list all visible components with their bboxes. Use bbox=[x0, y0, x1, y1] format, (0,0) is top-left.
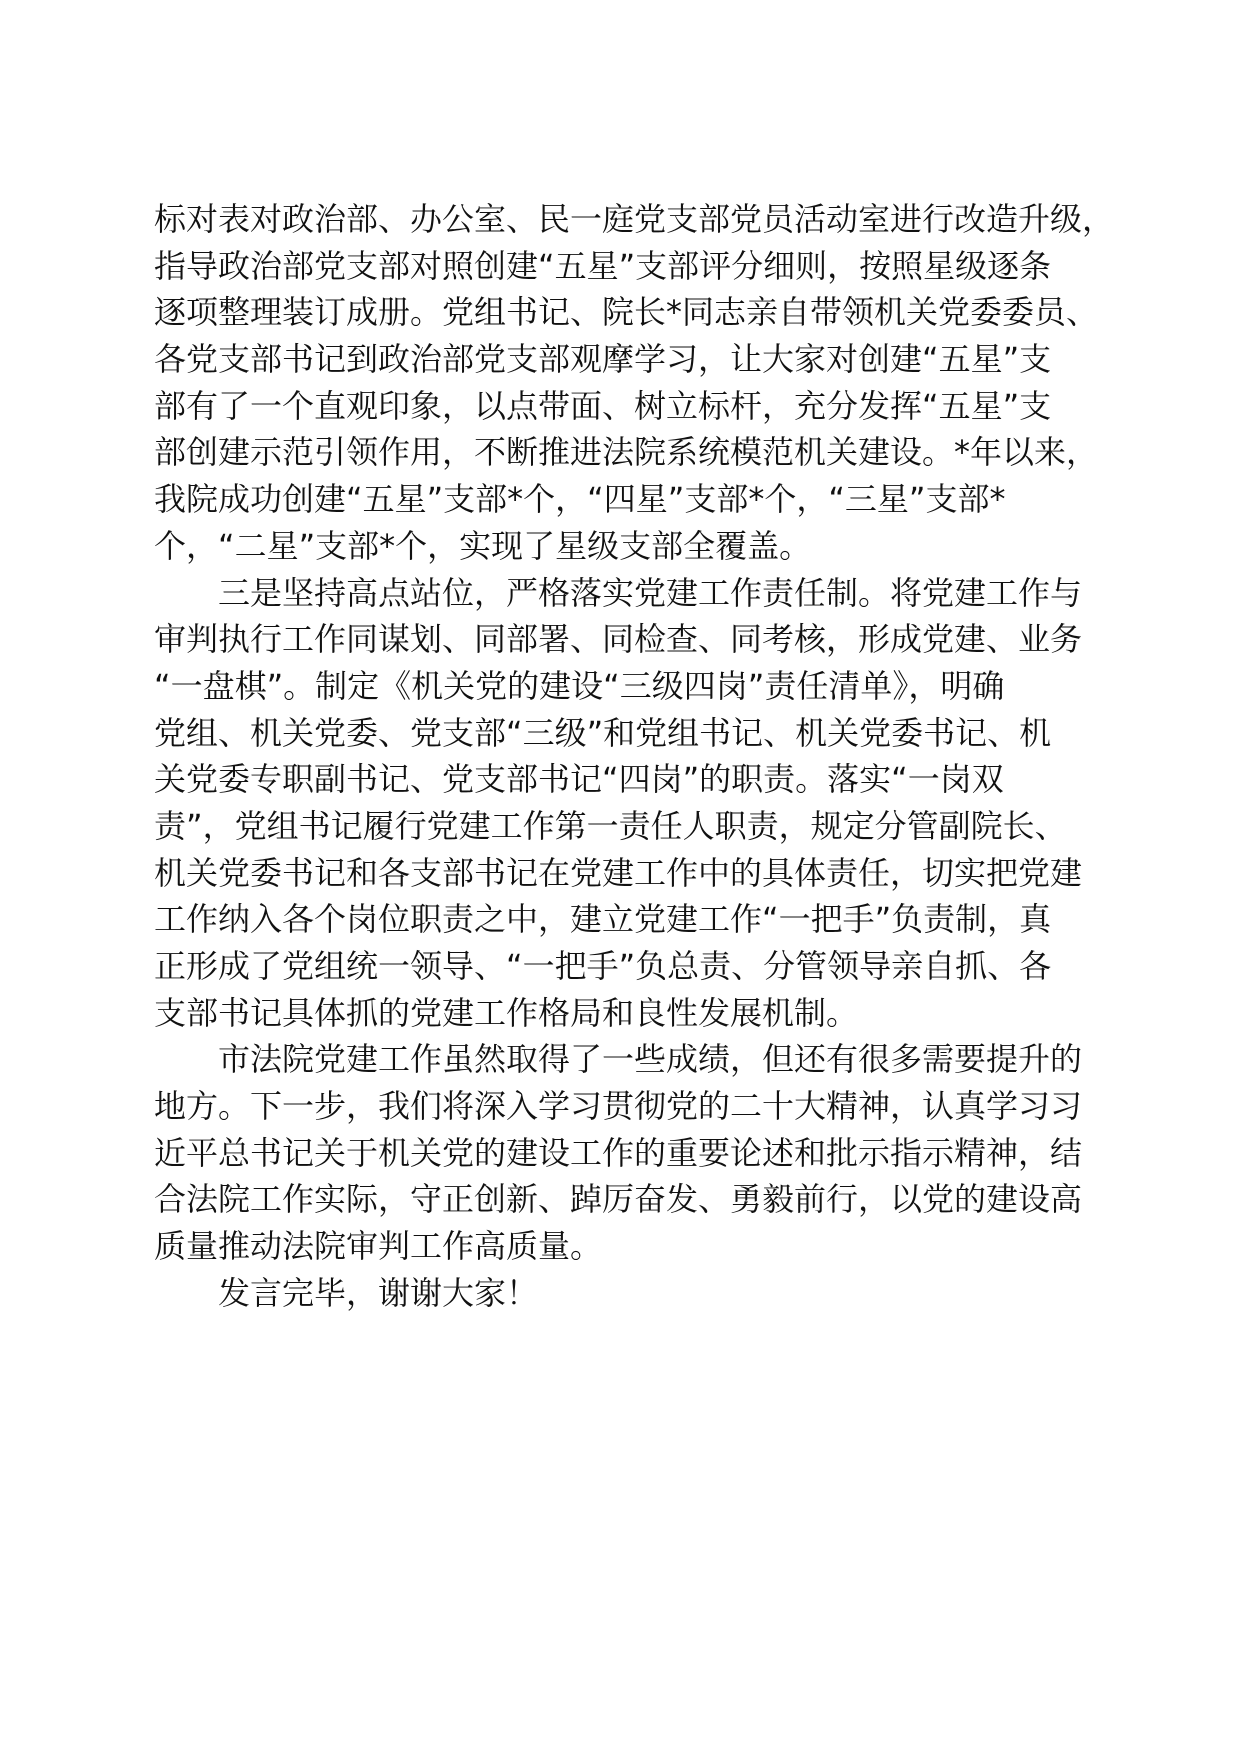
text-line: 党组、机关党委、党支部“三级”和党组书记、机关党委书记、机 bbox=[154, 713, 1052, 752]
text-line: 质量推动法院审判工作高质量。 bbox=[154, 1227, 603, 1266]
text-line: 合法院工作实际，守正创新、踔厉奋发、勇毅前行，以党的建设高 bbox=[154, 1180, 1083, 1219]
text-line: 指导政治部党支部对照创建“五星”支部评分细则，按照星级逐条 bbox=[154, 246, 1052, 285]
text-line: 我院成功创建“五星”支部*个，“四星”支部*个，“三星”支部* bbox=[154, 480, 1006, 519]
text-line: “一盘棋”。制定《机关党的建设“三级四岗”责任清单》，明确 bbox=[154, 666, 1005, 705]
text-line: 逐项整理装订成册。党组书记、院长*同志亲自带领机关党委委员、 bbox=[154, 293, 1099, 332]
text-line: 个，“二星”支部*个，实现了星级支部全覆盖。 bbox=[154, 526, 812, 565]
text-line: 关党委专职副书记、党支部书记“四岗”的职责。落实“一岗双 bbox=[154, 760, 1004, 799]
text-line: 工作纳入各个岗位职责之中，建立党建工作“一把手”负责制，真 bbox=[154, 900, 1052, 939]
text-line: 支部书记具体抓的党建工作格局和良性发展机制。 bbox=[154, 993, 859, 1032]
text-line: 各党支部书记到政治部党支部观摩学习，让大家对创建“五星”支 bbox=[154, 340, 1052, 379]
text-line: 部有了一个直观印象，以点带面、树立标杆，充分发挥“五星”支 bbox=[154, 386, 1052, 425]
text-line: 地方。下一步，我们将深入学习贯彻党的二十大精神，认真学习习 bbox=[154, 1087, 1083, 1126]
closing-line: 发言完毕，谢谢大家！ bbox=[218, 1273, 539, 1312]
text-line: 标对表对政治部、办公室、民一庭党支部党员活动室进行改造升级， bbox=[154, 200, 1115, 238]
text-line: 审判执行工作同谋划、同部署、同检查、同考核，形成党建、业务 bbox=[154, 620, 1083, 659]
text-line: 责”，党组书记履行党建工作第一责任人职责，规定分管副院长、 bbox=[154, 806, 1067, 845]
text-line: 正形成了党组统一领导、“一把手”负总责、分管领导亲自抓、各 bbox=[154, 947, 1052, 985]
document-body bbox=[154, 196, 1115, 1317]
text-line: 部创建示范引领作用，不断推进法院系统模范机关建设。*年以来， bbox=[154, 433, 1099, 472]
paragraph-first-line: 三是坚持高点站位，严格落实党建工作责任制。将党建工作与 bbox=[218, 573, 1083, 612]
paragraph-first-line: 市法院党建工作虽然取得了一些成绩，但还有很多需要提升的 bbox=[218, 1040, 1083, 1079]
text-line: 近平总书记关于机关党的建设工作的重要论述和批示指示精神，结 bbox=[154, 1133, 1083, 1172]
text-line: 机关党委书记和各支部书记在党建工作中的具体责任，切实把党建 bbox=[154, 853, 1083, 892]
